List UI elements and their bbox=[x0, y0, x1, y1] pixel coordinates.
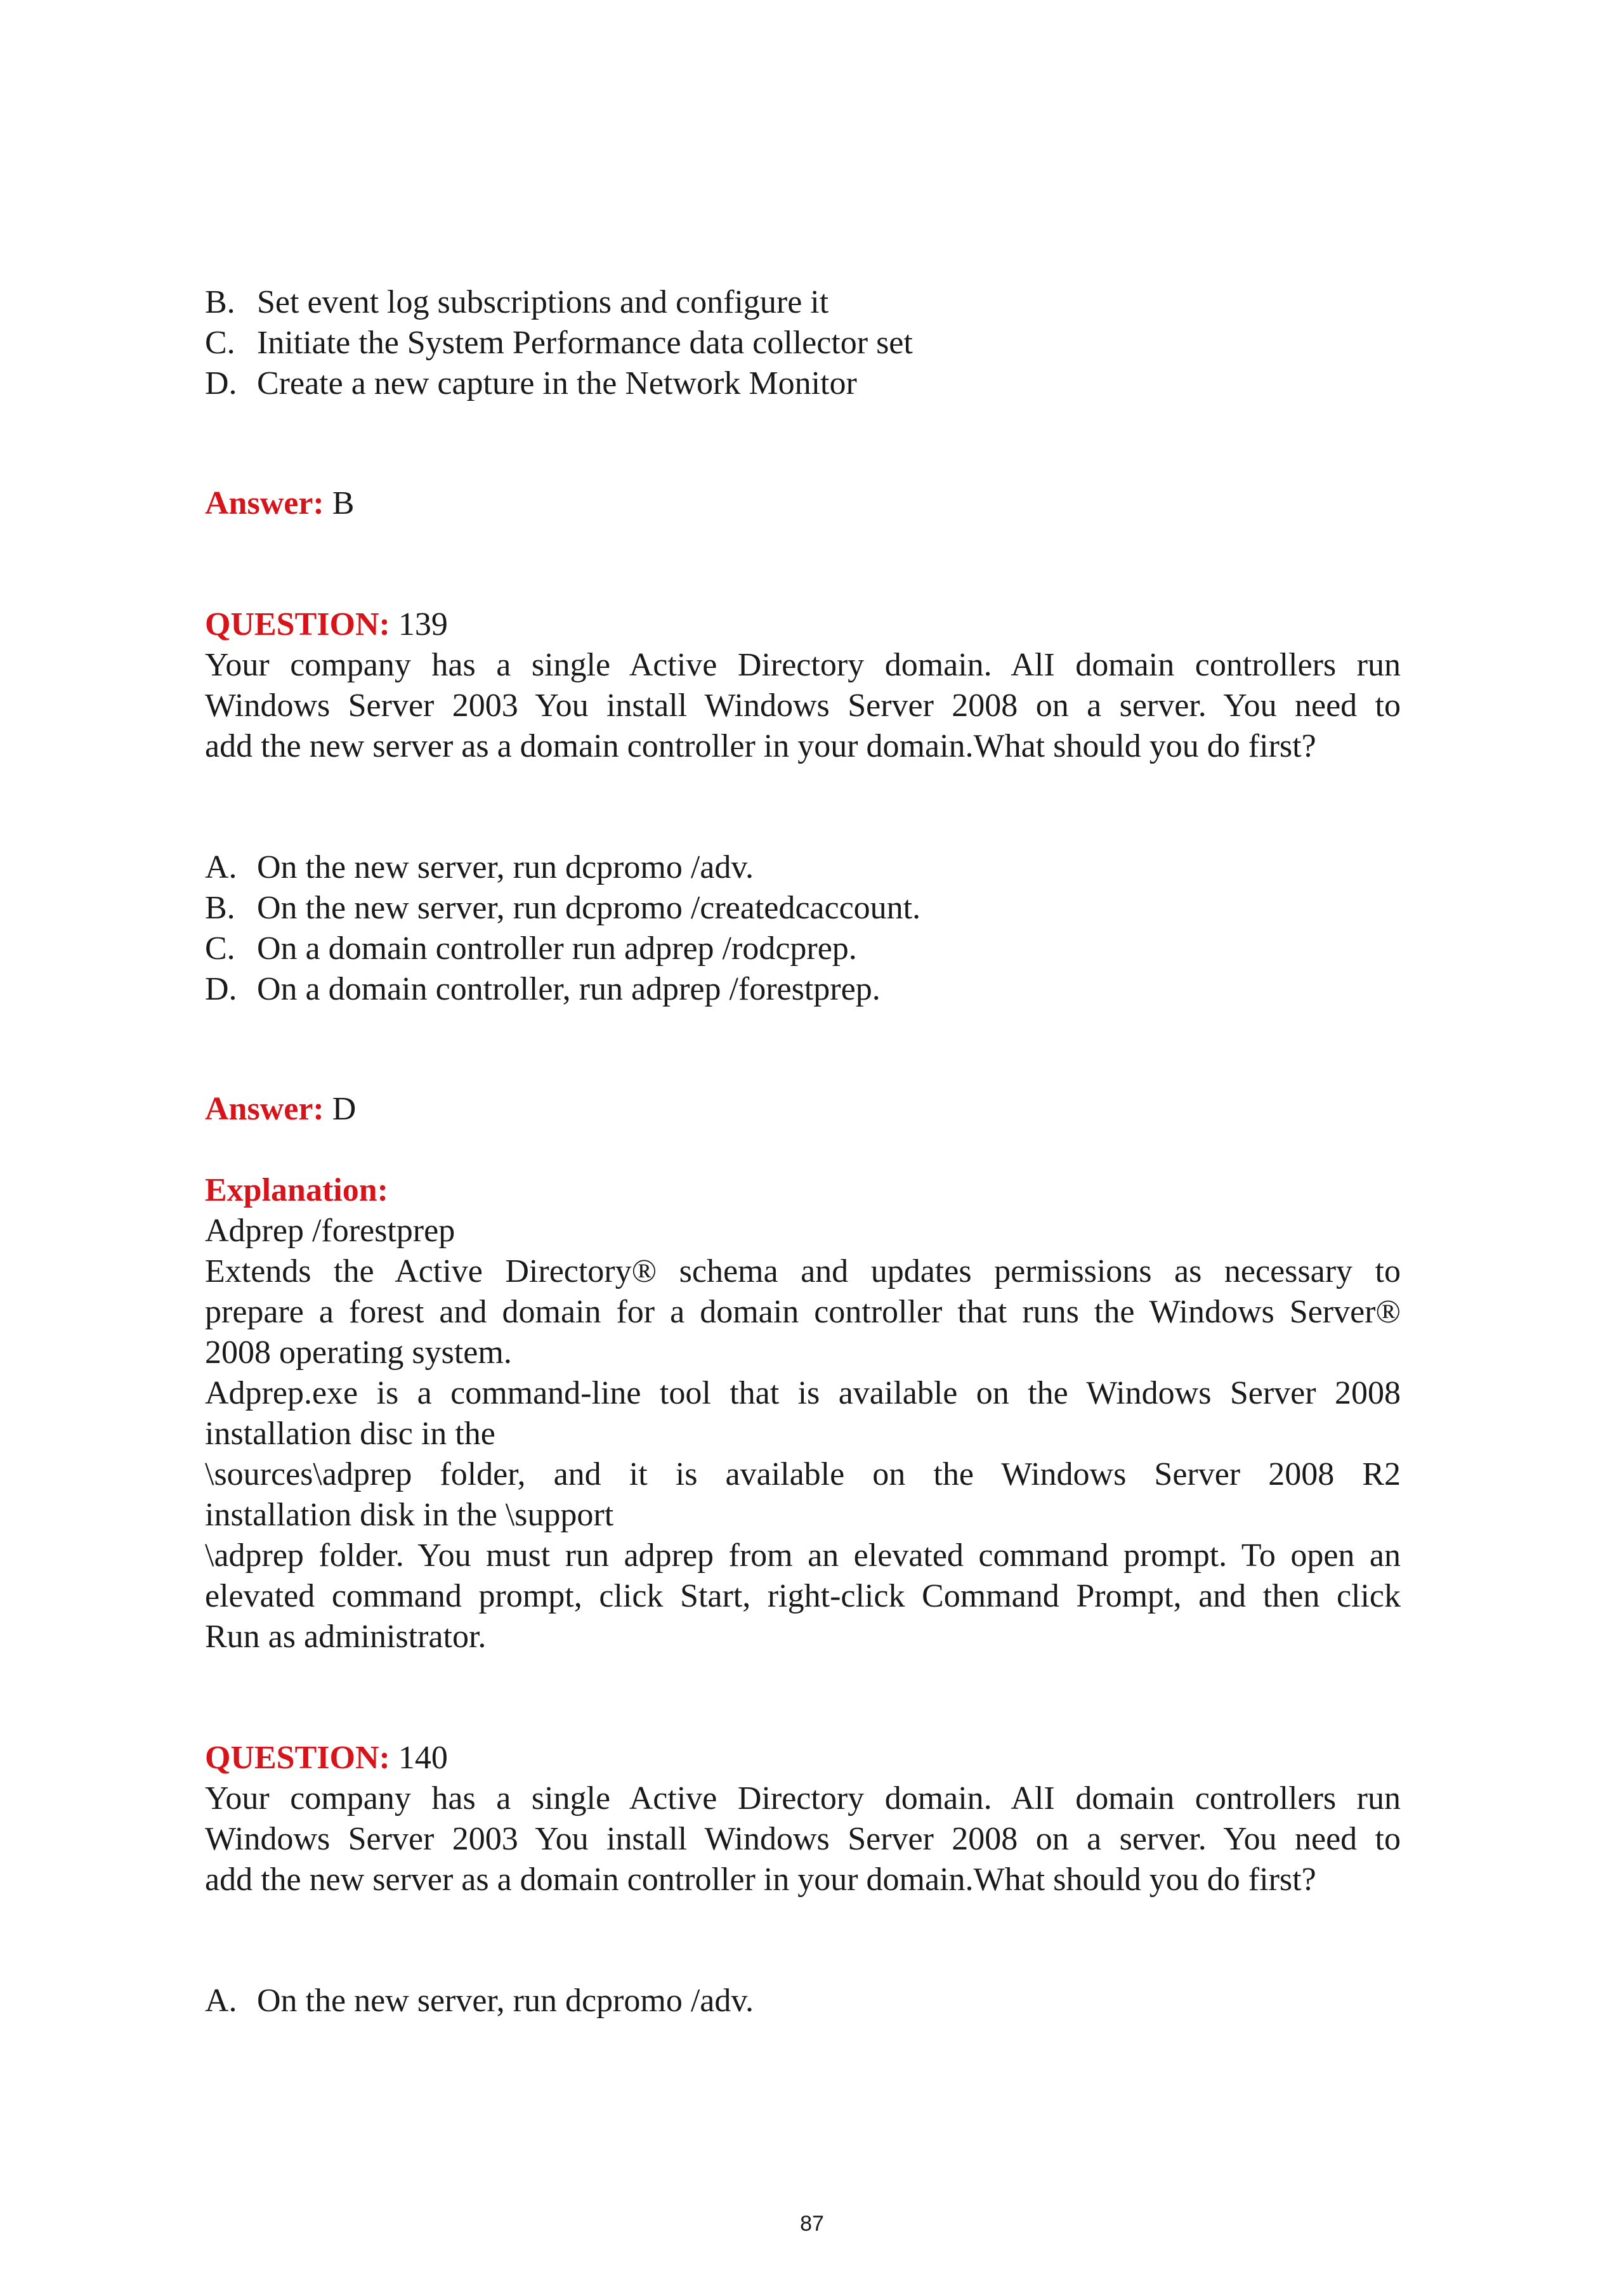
answer-line bbox=[205, 483, 354, 524]
explanation-line: installation disc in the bbox=[205, 1416, 495, 1452]
question-number: 139 bbox=[398, 606, 448, 642]
answer-label: Answer: bbox=[205, 485, 324, 521]
explanation-line: elevated command prompt, click Start, right-click Command Prompt, and then click bbox=[205, 1578, 1401, 1614]
explanation-line: \adprep folder. You must run adprep from an elevated command prompt. To open an bbox=[205, 1537, 1401, 1574]
question-label: QUESTION: bbox=[205, 1740, 390, 1776]
question-heading bbox=[205, 1738, 448, 1778]
option-b: B. On the new server, run dcpromo /createdcaccount. bbox=[205, 890, 921, 926]
option-a: A. On the new server, run dcpromo /adv. bbox=[205, 849, 754, 885]
explanation-label: Explanation: bbox=[205, 1172, 388, 1208]
question-text-line: add the new server as a domain controller in your domain.What should you do first? bbox=[205, 728, 1316, 764]
question-heading bbox=[205, 604, 448, 645]
question-label: QUESTION: bbox=[205, 606, 390, 642]
option-d: D. On a domain controller, run adprep /forestprep. bbox=[205, 971, 881, 1007]
page-number: 87 bbox=[800, 2212, 824, 2236]
explanation-line: Adprep /forestprep bbox=[205, 1213, 455, 1249]
explanation-line: installation disk in the \support bbox=[205, 1497, 614, 1533]
answer-line bbox=[205, 1089, 356, 1130]
question-number: 140 bbox=[398, 1740, 448, 1776]
question-text-line: Your company has a single Active Directory domain. AlI domain controllers run bbox=[205, 647, 1401, 683]
explanation-heading bbox=[205, 1170, 388, 1211]
question-text-line: Windows Server 2003 You install Windows Server 2008 on a server. You need to bbox=[205, 688, 1401, 724]
explanation-line: 2008 operating system. bbox=[205, 1334, 512, 1371]
explanation-line: prepare a forest and domain for a domain controller that runs the Windows Server® bbox=[205, 1294, 1401, 1330]
answer-value: D bbox=[332, 1091, 357, 1127]
answer-value: B bbox=[332, 485, 355, 521]
question-text-line: Windows Server 2003 You install Windows Server 2008 on a server. You need to bbox=[205, 1821, 1401, 1857]
option-b: B. Set event log subscriptions and configure it bbox=[205, 284, 829, 320]
answer-label: Answer: bbox=[205, 1091, 324, 1127]
option-a: A. On the new server, run dcpromo /adv. bbox=[205, 1983, 754, 2019]
explanation-line: Adprep.exe is a command-line tool that is available on the Windows Server 2008 bbox=[205, 1375, 1401, 1411]
explanation-line: \sources\adprep folder, and it is available on the Windows Server 2008 R2 bbox=[205, 1456, 1401, 1492]
explanation-line: Extends the Active Directory® schema and updates permissions as necessary to bbox=[205, 1253, 1401, 1289]
option-c: C. On a domain controller run adprep /rodcprep. bbox=[205, 930, 857, 967]
question-text-line: add the new server as a domain controller in your domain.What should you do first? bbox=[205, 1862, 1316, 1898]
option-c: C. Initiate the System Performance data collector set bbox=[205, 325, 913, 361]
option-d: D. Create a new capture in the Network Monitor bbox=[205, 365, 857, 401]
explanation-line: Run as administrator. bbox=[205, 1619, 487, 1655]
question-text-line: Your company has a single Active Directory domain. AlI domain controllers run bbox=[205, 1780, 1401, 1817]
